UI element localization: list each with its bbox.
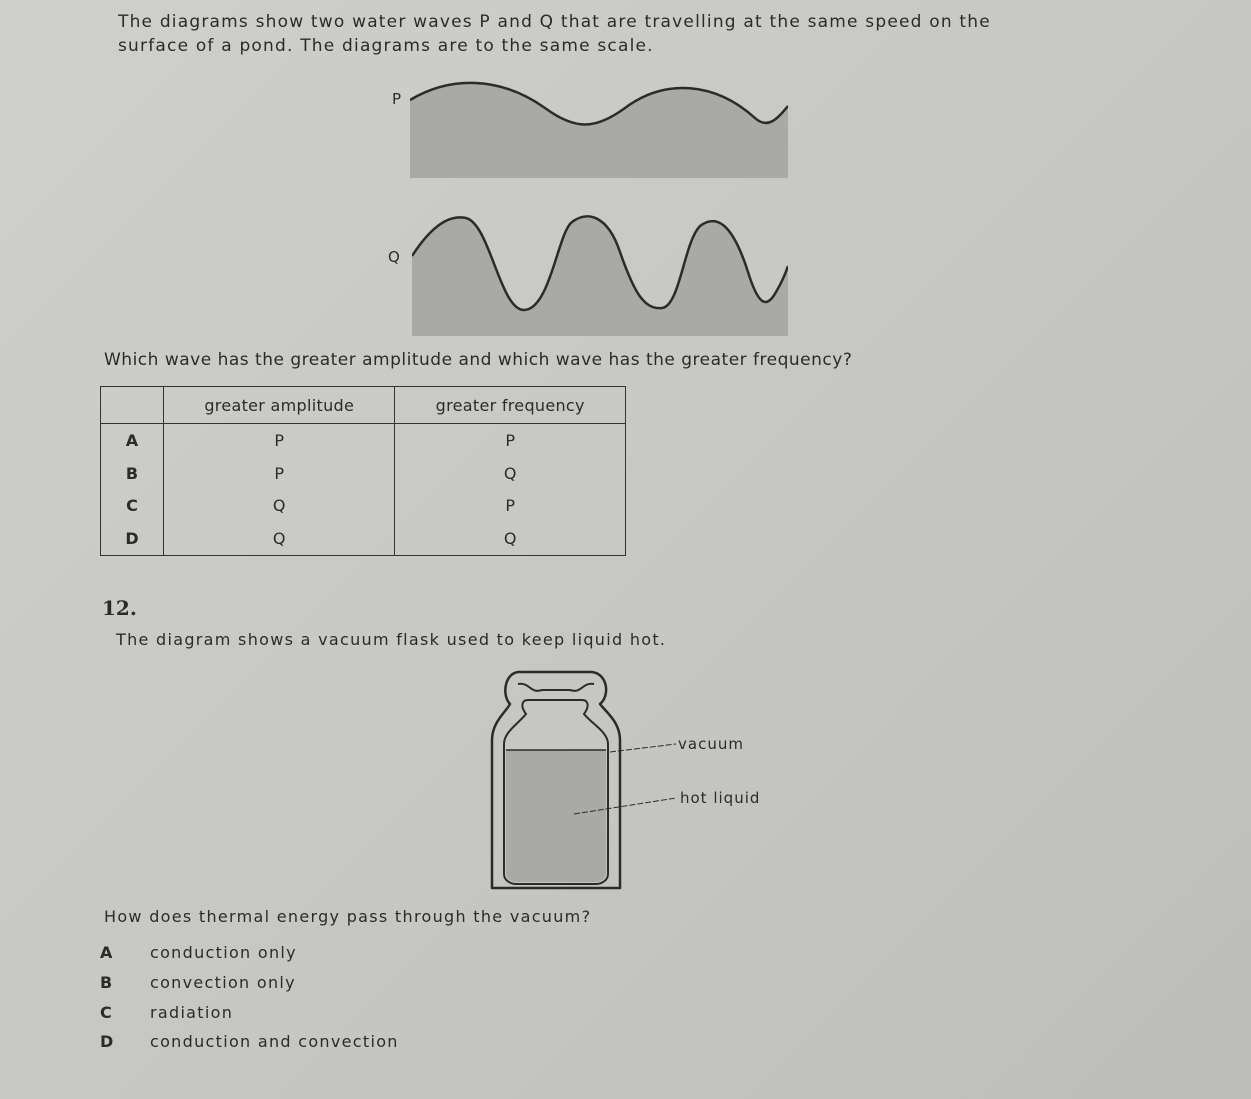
flask-stopper — [518, 684, 594, 691]
option-letter: B — [100, 973, 114, 992]
row-frequency: P — [395, 489, 626, 522]
wave-p-water — [410, 83, 788, 178]
option-letter: C — [100, 1003, 114, 1022]
header-greater-frequency: greater frequency — [395, 387, 626, 424]
row-frequency: Q — [395, 522, 626, 555]
table-row — [101, 457, 626, 490]
header-greater-amplitude: greater amplitude — [164, 387, 395, 424]
intro-line-1: The diagrams show two water waves P and Q that are travelling at the same speed on the — [118, 12, 991, 32]
question-12-prompt: How does thermal energy pass through the vacuum? — [104, 907, 592, 926]
row-amplitude: P — [164, 424, 395, 457]
label-vacuum: vacuum — [678, 735, 744, 753]
intro-line-2: surface of a pond. The diagrams are to the same scale. — [118, 36, 654, 56]
option-letter: D — [100, 1032, 115, 1051]
question-12-number: 12. — [102, 596, 137, 620]
row-amplitude: P — [164, 457, 395, 490]
row-letter: B — [101, 457, 164, 490]
option-c[interactable] — [100, 1003, 233, 1022]
header-empty — [101, 387, 164, 424]
row-amplitude: Q — [164, 489, 395, 522]
option-b[interactable] — [100, 973, 296, 992]
wave-q-diagram — [412, 212, 788, 336]
row-letter: D — [101, 522, 164, 555]
table-row — [101, 489, 626, 522]
question-11-prompt: Which wave has the greater amplitude and which wave has the greater frequency? — [104, 350, 853, 370]
row-letter: A — [101, 424, 164, 457]
answer-table — [100, 386, 626, 556]
option-text: conduction and convection — [150, 1032, 399, 1051]
wave-p-diagram — [410, 78, 788, 178]
question-12-intro: The diagram shows a vacuum flask used to keep liquid hot. — [116, 630, 667, 649]
table-row — [101, 424, 626, 457]
wave-q-label: Q — [388, 248, 400, 266]
flask-hot-liquid — [506, 750, 606, 882]
vacuum-flask-diagram — [470, 660, 790, 900]
row-frequency: P — [395, 424, 626, 457]
row-letter: C — [101, 489, 164, 522]
row-frequency: Q — [395, 457, 626, 490]
question-11-intro — [118, 10, 991, 58]
table-header-row — [101, 387, 626, 424]
option-d[interactable] — [100, 1032, 399, 1051]
option-a[interactable] — [100, 943, 297, 962]
option-text: radiation — [150, 1003, 234, 1022]
label-hot-liquid: hot liquid — [680, 789, 761, 807]
wave-p-label: P — [392, 90, 402, 108]
option-text: convection only — [150, 973, 296, 992]
option-letter: A — [100, 943, 114, 962]
row-amplitude: Q — [164, 522, 395, 555]
table-row — [101, 522, 626, 555]
option-text: conduction only — [150, 943, 297, 962]
